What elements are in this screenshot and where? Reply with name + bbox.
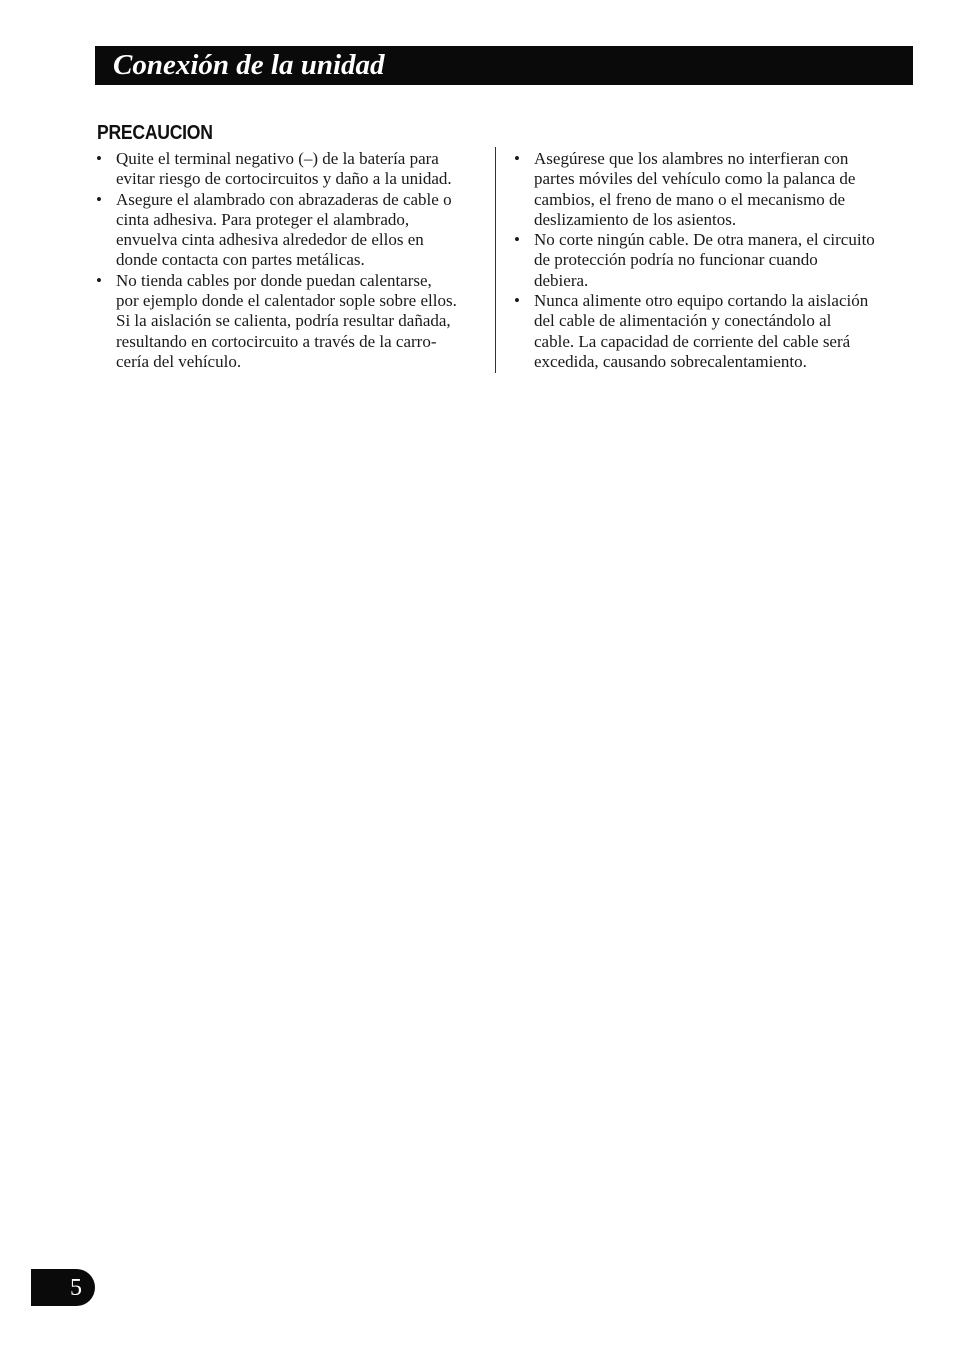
bullet-icon: • (514, 230, 520, 250)
text-line: Si la aislación se calienta, podría resultar dañada, (116, 311, 451, 331)
text-line: envuelva cinta adhesiva alrededor de ellos en (116, 230, 424, 250)
list-item (514, 291, 909, 372)
bullet-icon: • (514, 291, 520, 311)
page-number: 5 (70, 1275, 82, 1301)
bullet-icon: • (96, 270, 102, 290)
section-heading: PRECAUCION (97, 122, 213, 144)
text-line: cambios, el freno de mano o el mecanismo de (534, 189, 846, 209)
title-bar (95, 46, 913, 85)
text-line: cería del vehículo. (116, 351, 242, 371)
text-line: No corte ningún cable. De otra manera, el circuito (534, 230, 875, 250)
column-divider (495, 147, 496, 373)
text-line: resultando en cortocircuito a través de la carro- (116, 331, 437, 351)
text-line: No tienda cables por donde puedan calentarse, (116, 270, 432, 290)
text-line: de protección podría no funcionar cuando (534, 250, 818, 270)
text-line: evitar riesgo de cortocircuitos y daño a la unidad. (116, 169, 452, 189)
list-item (514, 149, 909, 230)
page-number-tab (31, 1269, 95, 1306)
text-line: deslizamiento de los asientos. (534, 209, 737, 229)
text-line: donde contacta con partes metálicas. (116, 250, 365, 270)
bullet-icon: • (514, 149, 520, 168)
text-line: del cable de alimentación y conectándolo al (534, 311, 832, 331)
text-line: excedida, causando sobrecalentamiento. (534, 351, 807, 371)
text-line: Quite el terminal negativo (–) de la batería para (116, 149, 439, 168)
list-item (514, 230, 909, 291)
list-item (96, 271, 486, 372)
text-line: cable. La capacidad de corriente del cable será (534, 331, 851, 351)
text-line: cinta adhesiva. Para proteger el alambrado, (116, 209, 410, 229)
text-line: Nunca alimente otro equipo cortando la aislación (534, 291, 869, 311)
list-item (96, 149, 486, 190)
right-column (514, 149, 909, 372)
bullet-icon: • (96, 189, 102, 209)
list-item (96, 190, 486, 271)
bullet-icon: • (96, 149, 102, 168)
text-line: Asegure el alambrado con abrazaderas de cable o (116, 189, 452, 209)
text-line: Asegúrese que los alambres no interfieran con (534, 149, 849, 168)
text-line: debiera. (534, 270, 589, 290)
left-column (96, 149, 486, 372)
page-title: Conexión de la unidad (113, 49, 385, 81)
text-line: partes móviles del vehículo como la palanca de (534, 169, 856, 189)
text-line: por ejemplo donde el calentador sople sobre ellos. (116, 291, 457, 311)
